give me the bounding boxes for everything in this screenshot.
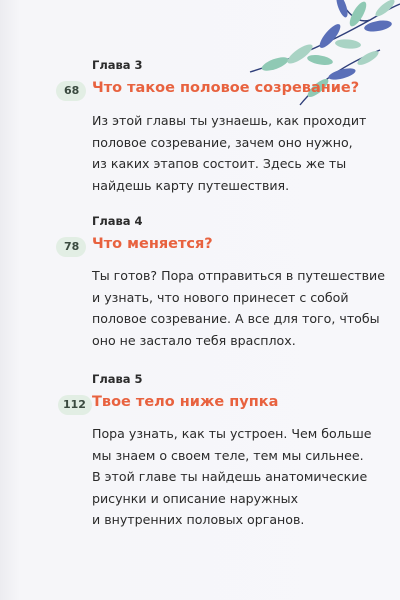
chapter-title: Что такое половое созревание? xyxy=(92,80,360,96)
chapter-description: Из этой главы ты узнаешь, как проходит половое созревание, зачем оно нужно, из каких этапов состоит. Здесь же ты найдешь карту путешествия. xyxy=(92,113,367,193)
page-number-badge: 68 xyxy=(56,81,86,101)
chapter-description: Пора узнать, как ты устроен. Чем больше мы знаем о своем теле, тем мы сильнее. В этой главе ты найдешь анатомические рисунки и описание наружных и внутренних половых органов. xyxy=(92,426,372,527)
chapter-title: Что меняется? xyxy=(92,236,213,252)
chapter-label: Глава 5 xyxy=(92,372,143,386)
chapter-label: Глава 3 xyxy=(92,58,143,72)
page-number-badge: 78 xyxy=(56,237,86,257)
chapter-label: Глава 4 xyxy=(92,214,143,228)
chapter-title: Твое тело ниже пупка xyxy=(92,394,279,410)
chapter-description: Ты готов? Пора отправиться в путешествие и узнать, что нового принесет с собой половое созревание. А все для того, чтобы оно не застало тебя врасплох. xyxy=(92,268,385,348)
page-number-badge: 112 xyxy=(58,395,92,415)
